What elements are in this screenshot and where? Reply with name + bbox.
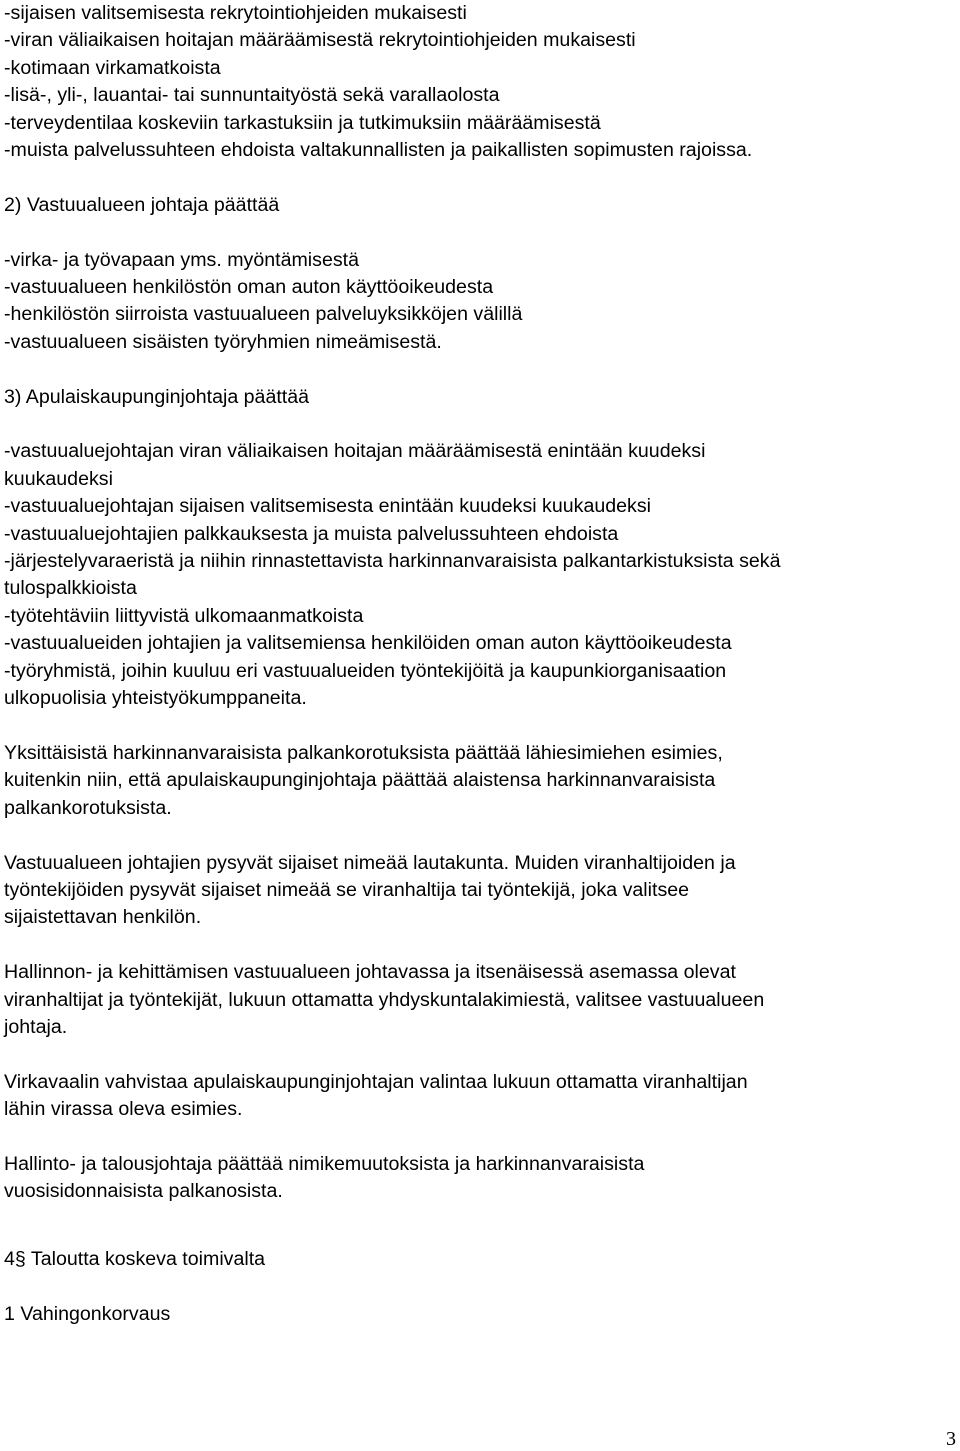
paragraph-pysyvat-sijaiset [4, 850, 954, 932]
spacer [4, 356, 954, 383]
list-item: -järjestelyvaraeristä ja niihin rinnastettavista harkinnanvaraisista palkantarkistuksista sekä [4, 550, 781, 573]
list-item: kuukaudeksi [4, 467, 113, 490]
list-item: -työryhmistä, joihin kuuluu eri vastuualueiden työntekijöitä ja kaupunkiorganisaation [4, 659, 727, 682]
list-item: tulospalkkioista [4, 577, 137, 600]
subsection-heading: 1 Vahingonkorvaus [4, 1302, 171, 1325]
list-item: -vastuualueiden johtajien ja valitsemiensa henkilöiden oman auton käyttöoikeudesta [4, 632, 732, 655]
paragraph-line: työntekijöiden pysyvät sijaiset nimeää se viranhaltija tai työntekijä, joka valitsee [4, 878, 690, 901]
list-item: -henkilöstön siirroista vastuualueen palveluyksikköjen välillä [4, 303, 523, 326]
list-item: -terveydentilaa koskeviin tarkastuksiin ja tutkimuksiin määräämisestä [4, 111, 601, 134]
spacer [4, 932, 954, 959]
paragraph-palkankorotukset [4, 740, 954, 822]
paragraph-line: vuosisidonnaisista palkanosista. [4, 1180, 283, 1203]
list-item: -vastuualueen henkilöstön oman auton käyttöoikeudesta [4, 276, 494, 299]
spacer [4, 219, 954, 246]
list-item: ulkopuolisia yhteistyökumppaneita. [4, 687, 307, 710]
spacer [4, 1124, 954, 1151]
spacer [4, 1041, 954, 1068]
paragraph-nimikemuutokset [4, 1151, 954, 1206]
list-block-1 [4, 0, 954, 164]
paragraph-line: sijaistettavan henkilön. [4, 906, 202, 929]
list-item: -muista palvelussuhteen ehdoista valtakunnallisten ja paikallisten sopimusten rajoissa. [4, 139, 753, 162]
list-item: -vastuualuejohtajan sijaisen valitsemisesta enintään kuudeksi kuukaudeksi [4, 495, 651, 518]
list-item: -kotimaan virkamatkoista [4, 56, 221, 79]
heading-vastuualueen-johtaja: 2) Vastuualueen johtaja päättää [4, 193, 280, 216]
paragraph-line: kuitenkin niin, että apulaiskaupunginjohtaja päättää alaistensa harkinnanvaraisista [4, 769, 716, 792]
paragraph-line: Hallinnon- ja kehittämisen vastuualueen johtavassa ja itsenäisessä asemassa olevat [4, 961, 736, 984]
paragraph-line: Virkavaalin vahvistaa apulaiskaupunginjohtajan valintaa lukuun ottamatta viranhaltijan [4, 1070, 748, 1093]
paragraph-line: johtaja. [4, 1015, 68, 1038]
list-item: -sijaisen valitsemisesta rekrytointiohjeiden mukaisesti [4, 2, 467, 24]
spacer [4, 164, 954, 191]
heading-apulaiskaupunginjohtaja: 3) Apulaiskaupunginjohtaja päättää [4, 385, 310, 408]
page-number: 3 [946, 1428, 956, 1450]
spacer [4, 822, 954, 849]
section-mark: § [14, 1247, 26, 1270]
list-item: -vastuualuejohtajan viran väliaikaisen hoitajan määräämisestä enintään kuudeksi [4, 440, 706, 463]
paragraph-line: lähin virassa oleva esimies. [4, 1098, 243, 1121]
section-number: 4 [4, 1247, 15, 1270]
paragraph-line: Vastuualueen johtajien pysyvät sijaiset nimeää lautakunta. Muiden viranhaltijoiden ja [4, 851, 736, 874]
list-item: -lisä-, yli-, lauantai- tai sunnuntaityöstä sekä varallaolosta [4, 84, 500, 107]
spacer [4, 1273, 954, 1300]
paragraph-line: Hallinto- ja talousjohtaja päättää nimikemuutoksista ja harkinnanvaraisista [4, 1152, 645, 1175]
list-item: -virka- ja työvapaan yms. myöntämisestä [4, 248, 359, 271]
list-item: -viran väliaikaisen hoitajan määräämisestä rekrytointiohjeiden mukaisesti [4, 29, 636, 52]
list-item: -vastuualuejohtajien palkkauksesta ja muista palvelussuhteen ehdoista [4, 522, 619, 545]
paragraph-line: palkankorotuksista. [4, 796, 172, 819]
spacer [4, 1206, 954, 1246]
list-block-2 [4, 247, 954, 357]
spacer [4, 713, 954, 740]
paragraph-line: Yksittäisistä harkinnanvaraisista palkankorotuksista päättää lähiesimiehen esimies, [4, 741, 723, 764]
spacer [4, 411, 954, 438]
list-item: -työtehtäviin liittyvistä ulkomaanmatkoista [4, 604, 364, 627]
paragraph-line: viranhaltijat ja työntekijät, lukuun ottamatta yhdyskuntalakimiestä, valitsee vastuualueen [4, 988, 765, 1011]
section-title: Taloutta koskeva toimivalta [30, 1247, 266, 1270]
paragraph-hallinnon-vastuualue [4, 959, 954, 1041]
document-page [4, 0, 954, 1328]
list-block-3 [4, 438, 954, 712]
list-item: -vastuualueen sisäisten työryhmien nimeämisestä. [4, 330, 442, 353]
section-heading [4, 1246, 954, 1273]
paragraph-virkavaali [4, 1069, 954, 1124]
